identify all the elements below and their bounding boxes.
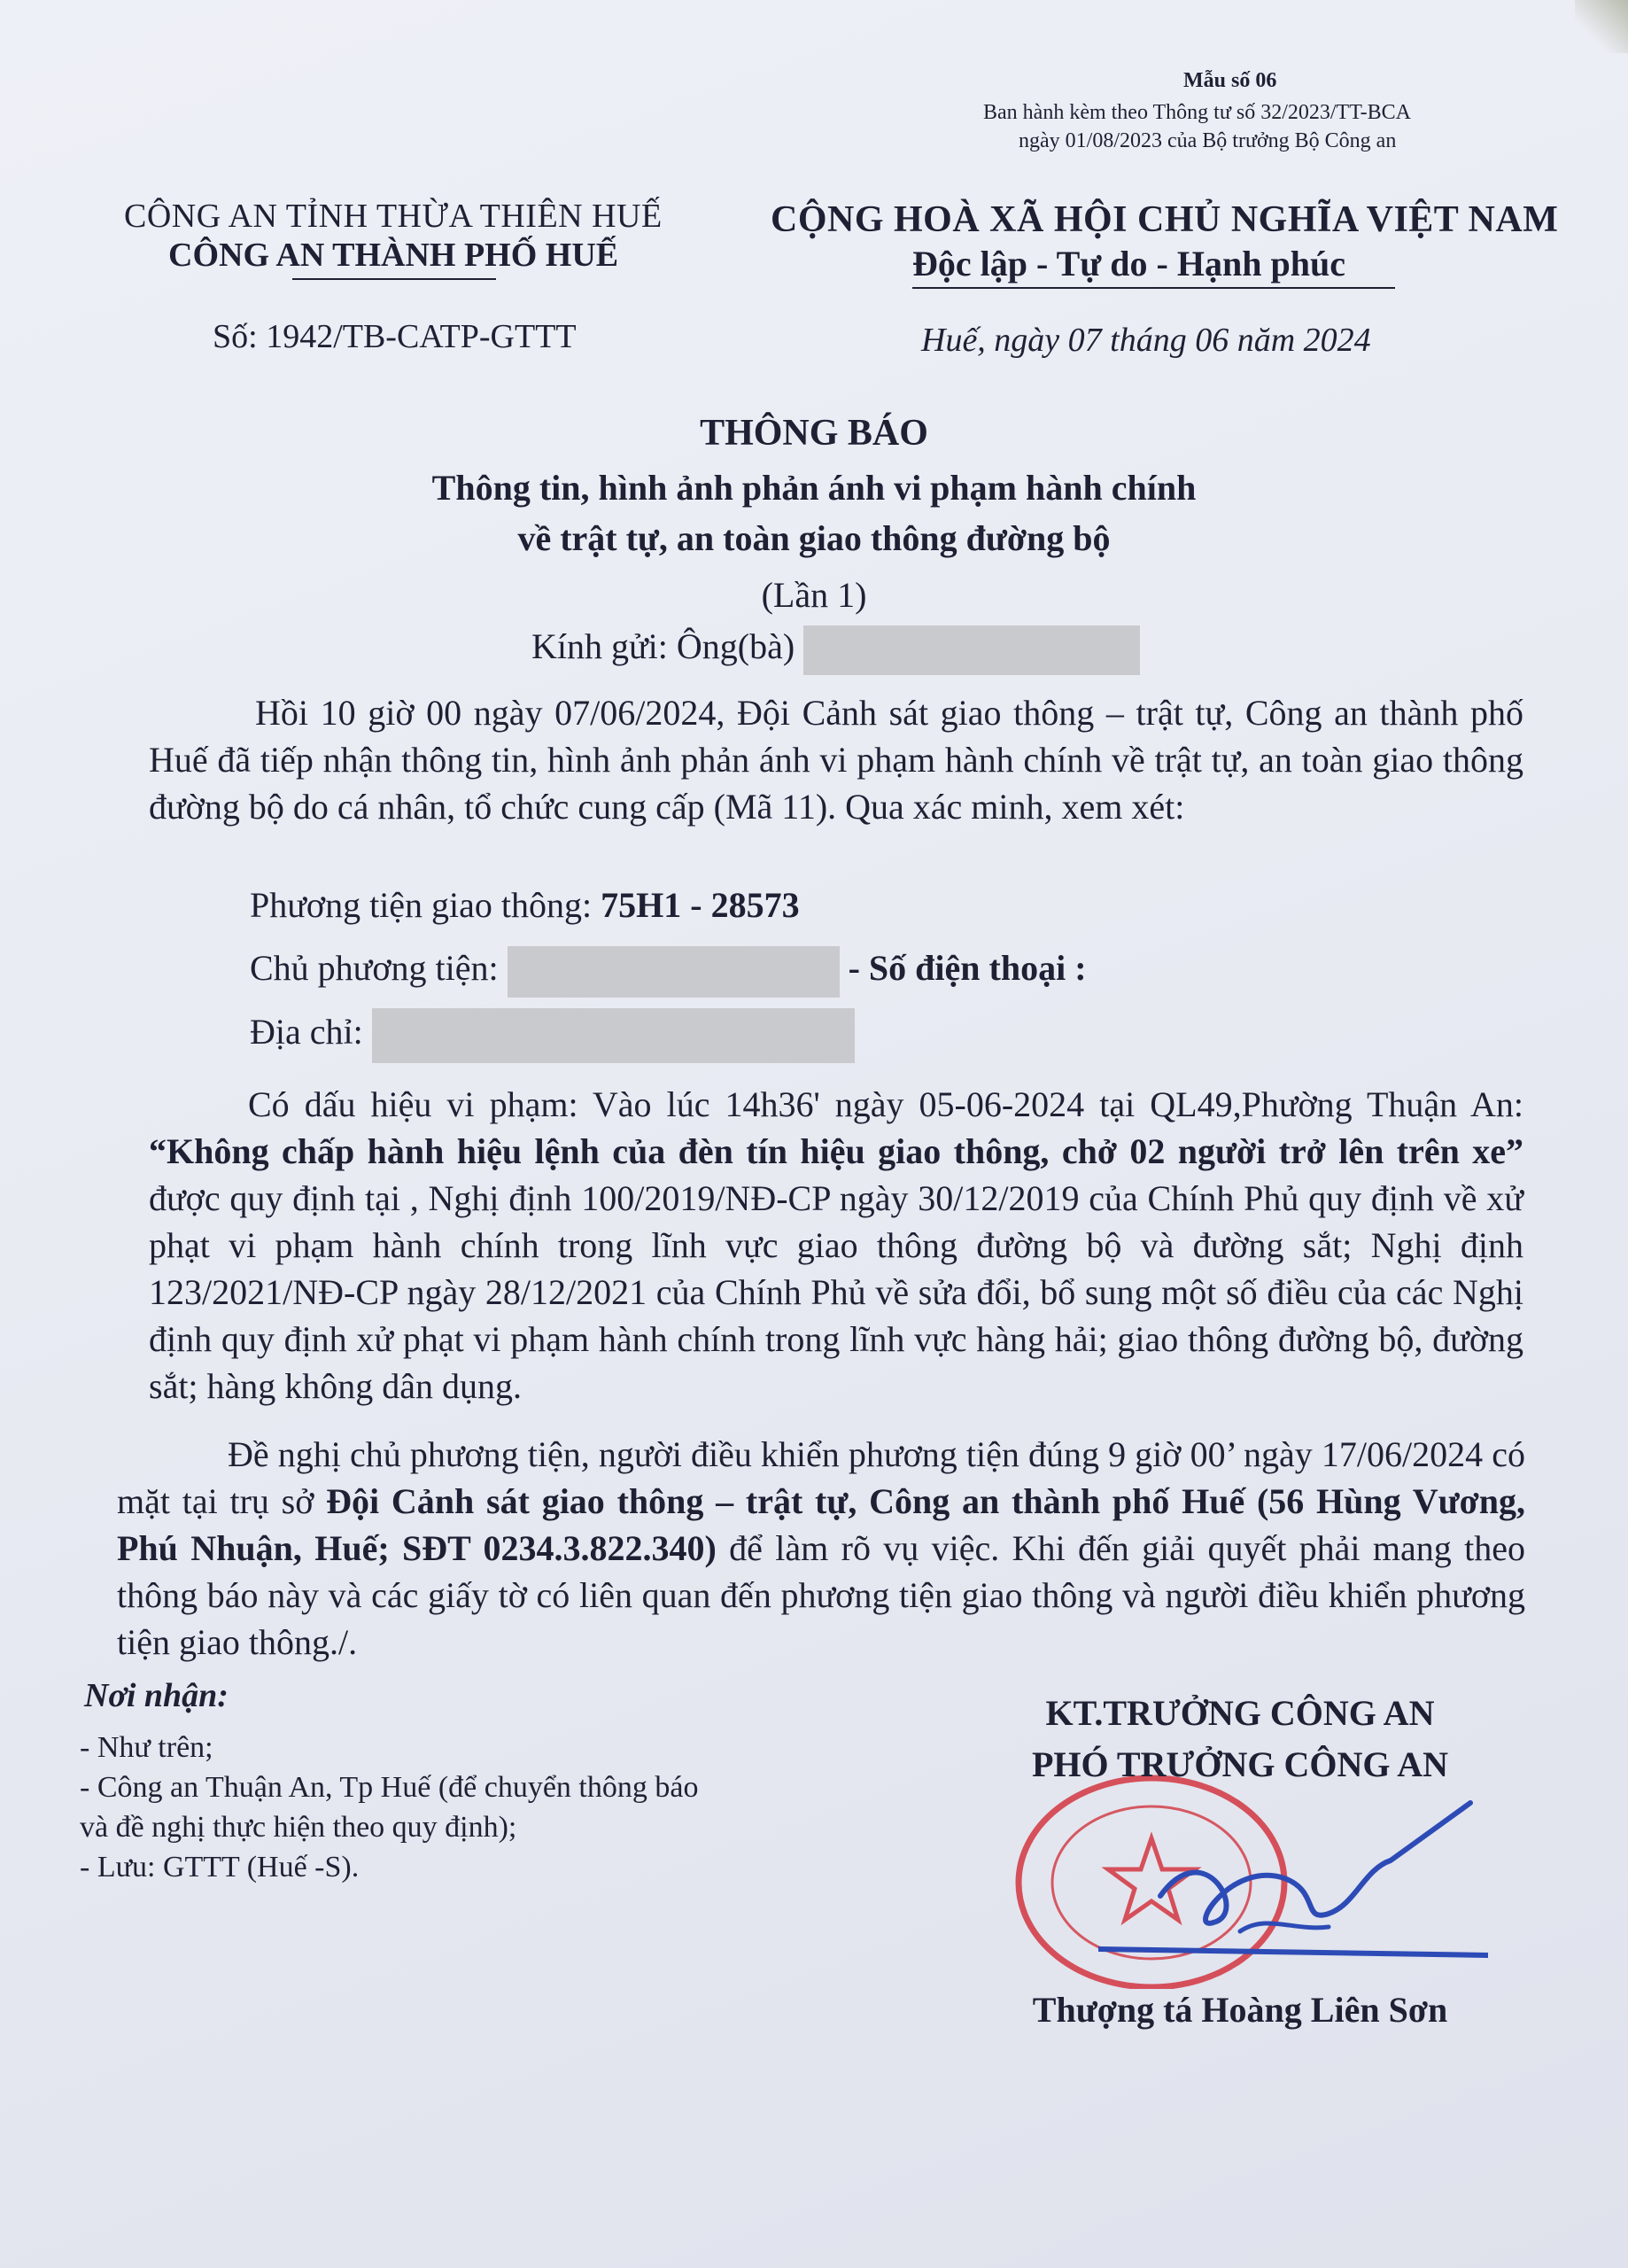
phone-label: - Số điện thoại :: [848, 948, 1087, 989]
recipients-list: [80, 1728, 877, 1887]
redacted-address: [372, 1008, 855, 1063]
form-note-line1: Ban hành kèm theo Thông tư số 32/2023/TT-BCA: [983, 101, 1411, 124]
vehicle-plate: 75H1 - 28573: [601, 885, 800, 925]
nation-title: CỘNG HOÀ XÃ HỘI CHỦ NGHĨA VIỆT NAM: [771, 199, 1559, 240]
agency-underline: [292, 278, 496, 280]
violation-legal-basis: được quy định tại , Nghị định 100/2019/NĐ-CP ngày 30/12/2019 của Chính Phủ quy định về xử phạt vi phạm hành chính trong lĩnh vực giao thông đường bộ và đường sắt; Nghị định 123/2021/NĐ-CP ngày 28/12/2021 của Chính Phủ về sửa đổi, bổ sung một số điều của các Nghị định quy định xử phạt vi phạm hành chính trong lĩnh vực hàng hải; giao thông đường bộ, đường sắt; hàng không dân dụng.: [149, 1178, 1523, 1406]
address-label: Địa chỉ:: [250, 1012, 372, 1052]
request-paragraph: [117, 1431, 1525, 1666]
request-instructions: để làm rõ vụ việc. Khi đến giải quyết phải mang theo thông báo này và các giấy tờ có liên quan đến phương tiện giao thông và người điều khiển phương tiện giao thông./.: [117, 1528, 1525, 1662]
owner-line: [250, 946, 1087, 998]
recipient-item: - Lưu: GTTT (Huế -S).: [80, 1851, 360, 1884]
redacted-name: [803, 625, 1140, 675]
signature-title-2: PHÓ TRƯỞNG CÔNG AN: [1031, 1744, 1449, 1784]
agency-name: CÔNG AN THÀNH PHỐ HUẾ: [168, 237, 619, 274]
document-date: Huế, ngày 07 tháng 06 năm 2024: [921, 322, 1371, 359]
document-subtitle-1: Thông tin, hình ảnh phản ánh vi phạm hành chính: [431, 468, 1197, 508]
addressee-label: Kính gửi: Ông(bà): [531, 626, 804, 667]
signature-title-1: KT.TRƯỞNG CÔNG AN: [1045, 1693, 1435, 1733]
redacted-owner: [508, 946, 840, 998]
addressee-line: [531, 625, 1140, 675]
vehicle-label: Phương tiện giao thông:: [250, 885, 601, 925]
document-title: THÔNG BÁO: [700, 413, 928, 454]
form-number: Mẫu số 06: [1183, 69, 1277, 92]
violation-description: “Không chấp hành hiệu lệnh của đèn tín hiệu giao thông, chở 02 người trở lên trên xe”: [149, 1131, 1523, 1171]
recipient-item: - Như trên;: [80, 1731, 213, 1764]
vehicle-line: [250, 884, 800, 926]
signer-name: Thượng tá Hoàng Liên Sơn: [1032, 1990, 1448, 2030]
motto-underline: [912, 287, 1395, 289]
form-note-line2: ngày 01/08/2023 của Bộ trưởng Bộ Công an: [1019, 129, 1397, 152]
recipient-item: và đề nghị thực hiện theo quy định);: [80, 1811, 517, 1844]
request-prefix: Đề nghị chủ phương tiện, người điều khiển phương tiện đúng 9 giờ 00’ ngày 17/06/2024 có mặt tại trụ sở: [117, 1434, 1525, 1521]
document-number: Số: 1942/TB-CATP-GTTT: [213, 318, 577, 355]
recipients-title: Nơi nhận:: [84, 1677, 229, 1714]
request-location: Đội Cảnh sát giao thông – trật tự, Công an thành phố Huế (56 Hùng Vương, Phú Nhuận, Huế; SĐT 0234.3.822.340): [117, 1481, 1525, 1568]
page-corner-shadow: [1575, 0, 1628, 53]
document-subtitle-2: về trật tự, an toàn giao thông đường bộ: [517, 518, 1111, 558]
violation-prefix: Có dấu hiệu vi phạm: Vào lúc 14h36' ngày 05-06-2024 tại QL49,Phường Thuận An:: [248, 1084, 1523, 1124]
notice-attempt: (Lần 1): [761, 575, 867, 615]
address-line: [250, 1008, 855, 1063]
intro-paragraph: Hồi 10 giờ 00 ngày 07/06/2024, Đội Cảnh sát giao thông – trật tự, Công an thành phố Huế đã tiếp nhận thông tin, hình ảnh phản ánh vi phạm hành chính về trật tự, an toàn giao thông đường bộ do cá nhân, tổ chức cung cấp (Mã 11). Qua xác minh, xem xét:: [149, 693, 1523, 827]
recipient-item: - Công an Thuận An, Tp Huế (để chuyển thông báo: [80, 1771, 699, 1804]
agency-parent: CÔNG AN TỈNH THỪA THIÊN HUẾ: [124, 198, 663, 235]
violation-paragraph: [149, 1081, 1523, 1410]
owner-label: Chủ phương tiện:: [250, 948, 508, 989]
handwritten-signature: [1098, 1781, 1488, 1967]
national-motto: Độc lập - Tự do - Hạnh phúc: [912, 244, 1345, 284]
